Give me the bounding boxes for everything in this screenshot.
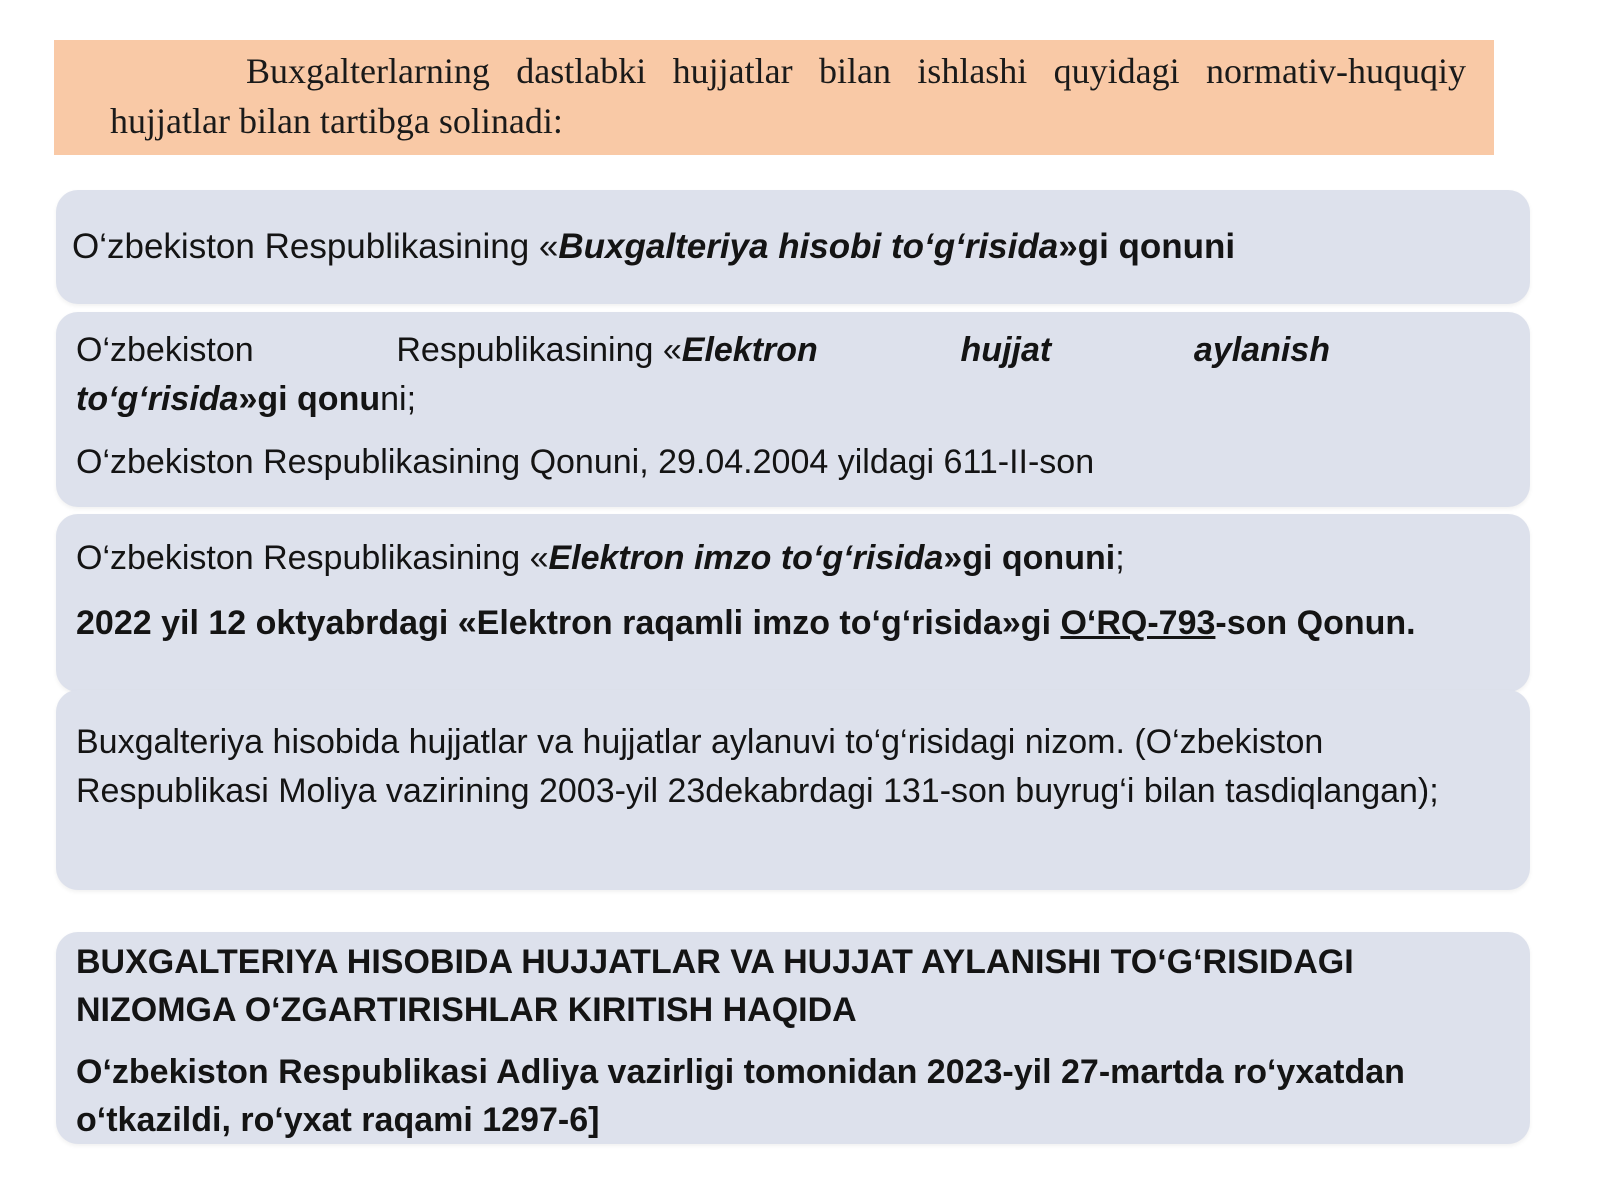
accounting-law-title: Buxgalteriya hisobi to‘g‘risida — [558, 227, 1059, 266]
esign-law-semicolon: ; — [1115, 539, 1125, 577]
intro-header — [54, 40, 1494, 155]
edoc-line2-italic: to‘g‘risida — [76, 380, 239, 418]
regulation-card — [56, 690, 1530, 890]
edoc-line2-rest: ni; — [380, 380, 417, 418]
regulation-text: Buxgalteriya hisobida hujjatlar va hujjatlar aylanuvi to‘g‘risidagi nizom. (O‘zbekiston Respublikasi Moliya vazirining 2003-yil 23dekabrdagi 131-son buyrug‘i bilan tasdiqlangan); — [76, 723, 1439, 810]
edoc-word-3: Elektron — [681, 331, 818, 369]
accounting-law-line — [72, 190, 1530, 304]
law-card-electronic-signature — [56, 514, 1530, 692]
esign-law-prefix: O‘zbekiston Respublikasining « — [76, 539, 549, 577]
edoc-word-5: aylanish — [1193, 331, 1330, 369]
edoc-law-line1 — [76, 326, 1330, 375]
law-card-accounting — [56, 190, 1530, 304]
esign-law-text: 2022 yil 12 oktyabrdagi «Elektron raqamli imzo to‘g‘risida»gi — [76, 604, 1061, 642]
law-card-electronic-document — [56, 312, 1530, 507]
esign-law-line — [76, 534, 1490, 583]
esign-law-link[interactable]: O‘RQ-793 — [1060, 604, 1216, 642]
amendment-registration: O‘zbekiston Respublikasi Adliya vazirligi tomonidan 2023-yil 27-martda ro‘yxatdan o‘tkazildi, ro‘yxat raqami 1297-6] — [76, 1053, 1405, 1139]
edoc-word-4: hujjat — [960, 331, 1052, 369]
accounting-law-suffix: »gi qonuni — [1058, 227, 1236, 266]
edoc-line2-bold: »gi qonu — [238, 380, 381, 418]
intro-text: Buxgalterlarning dastlabki hujjatlar bilan ishlashi quyidagi normativ-huquqiy hujjatlar bilan tartibga solinadi: — [110, 51, 1466, 141]
esign-law-suffix: »gi qonuni — [943, 539, 1116, 577]
accounting-law-prefix: O‘zbekiston Respublikasining « — [72, 227, 559, 266]
edoc-law-line2 — [76, 375, 1330, 424]
esign-law-title: Elektron imzo to‘g‘risida — [548, 539, 944, 577]
amendment-heading: BUXGALTERIYA HISOBIDA HUJJATLAR VA HUJJAT AYLANISHI TO‘G‘RISIDAGI NIZOMGA O‘ZGARTIRISHLAR KIRITISH HAQIDA — [76, 943, 1354, 1029]
amendment-card — [56, 932, 1530, 1144]
edoc-word-1: O‘zbekiston — [76, 331, 254, 369]
esign-law-end: -son Qonun. — [1215, 604, 1416, 642]
edoc-word-2: Respublikasining « — [396, 331, 682, 369]
esign-law-reference — [76, 599, 1490, 648]
edoc-law-reference: O‘zbekiston Respublikasining Qonuni, 29.04.2004 yildagi 611-II-son — [76, 443, 1095, 481]
